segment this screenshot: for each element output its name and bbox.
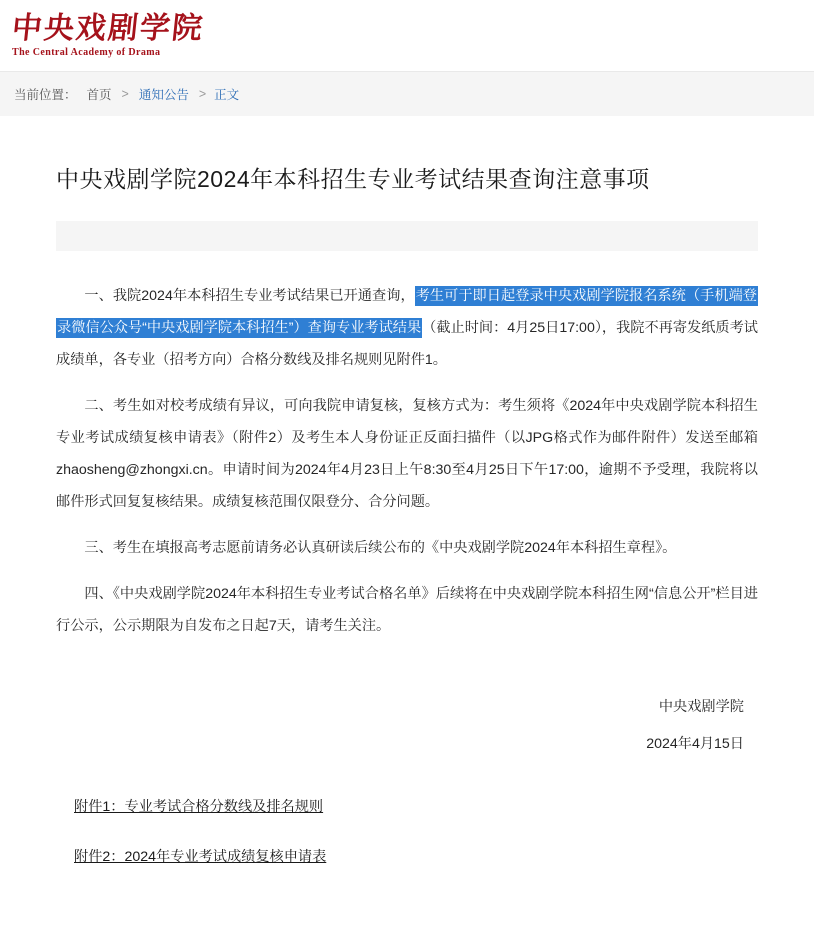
attachment-list [56, 796, 758, 936]
breadcrumb-item-notices[interactable]: 通知公告 [138, 88, 189, 102]
attachment-row-2 [74, 846, 758, 896]
breadcrumb-separator-2: > [198, 87, 207, 101]
breadcrumb-separator-1: > [121, 87, 129, 101]
attachment-row-1 [74, 796, 758, 846]
page-title: 中央戏剧学院2024年本科招生专业考试结果查询注意事项 [56, 166, 650, 192]
site-logo[interactable] [12, 13, 204, 59]
breadcrumb [0, 72, 814, 116]
logo-chinese-text: 中央戏剧学院 [10, 11, 206, 45]
attachment-link-2[interactable]: 附件2：2024年专业考试成绩复核申请表 [74, 849, 327, 866]
site-header [0, 0, 814, 72]
breadcrumb-item-home[interactable]: 首页 [86, 88, 112, 102]
attachment-link-1[interactable]: 附件1：专业考试合格分数线及排名规则 [74, 799, 324, 816]
article-meta-bar [56, 221, 758, 251]
paragraph-1 [56, 281, 758, 377]
paragraph-1-segment-1: 一、我院2024年本科招生专业考试结果已开通查询， [84, 288, 415, 305]
paragraph-2: 二、考生如对校考成绩有异议，可向我院申请复核，复核方式为：考生须将《2024年中央戏剧学院本科招生专业考试成绩复核申请表》（附件2）及考生本人身份证正反面扫描件（以JPG格式作为邮件附件）发送至邮箱zhaosheng@zhongxi.cn。申请时间为2024年4月23日上午8:30至4月25日下午17:00，逾期不予受理，我院将以邮件形式回复复核结果。成绩复核范围仅限登分、合分问题。 [56, 397, 758, 510]
paragraph-4: 四、《中央戏剧学院2024年本科招生专业考试合格名单》后续将在中央戏剧学院本科招生网“信息公开”栏目进行公示，公示期限为自发布之日起7天，请考生关注。 [56, 585, 758, 634]
signature-organization: 中央戏剧学院 [658, 698, 744, 715]
paragraph-1-segment-3: （截止时间：4月25日17:00），我院不再寄发纸质考试成绩单，各专业（招考方向）合格分数线及排名规则见附件1。 [56, 320, 758, 368]
breadcrumb-label: 当前位置： [14, 88, 77, 102]
breadcrumb-item-current: 正文 [214, 88, 240, 102]
article-body [56, 281, 758, 643]
article [0, 164, 814, 936]
paragraph-3: 三、考生在填报高考志愿前请务必认真研读后续公布的《中央戏剧学院2024年本科招生章程》。 [84, 539, 677, 556]
paragraph-1-highlight: 考生可于即日起登录中央戏剧学院报名系统（手机端登录微信公众号“中央戏剧学院本科招生”）查询专业考试结果 [57, 288, 757, 336]
logo-english-text: The Central Academy of Drama [12, 47, 161, 59]
article-signature [56, 689, 758, 763]
signature-date: 2024年4月15日 [646, 735, 744, 752]
